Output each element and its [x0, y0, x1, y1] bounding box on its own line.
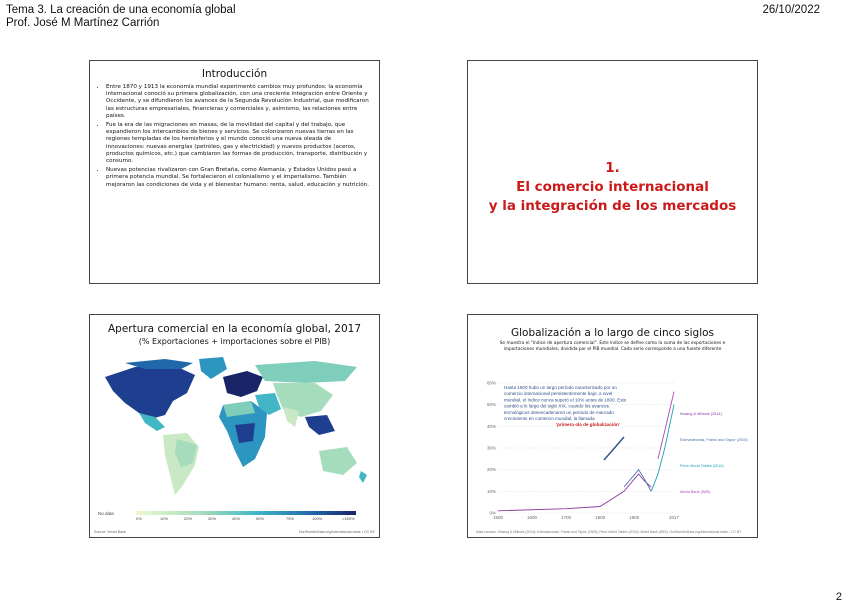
x-tick-label: 1800 — [595, 515, 606, 520]
chart-footer: Data sources: Klasing & Milionis (2014); Estevadeordal, Frantz and Taylor (2003); Penn World Tables (2016); World Bank (WDI); OurWorldInData.org/international-trade • CC BY — [476, 530, 742, 534]
series-legend-label: Estevadeordal, Frantz and Taylor (2003) — [680, 438, 748, 442]
legend-label: 30% — [208, 516, 217, 521]
bullet-item: • Nuevas potencias rivalizaron con Gran Bretaña, como Alemania, y Estados Unidos pasó a primera potencia mundial. Se fortalecieron el colonialismo y el imperialismo. También mejoraron las condiciones de vida y el bienestar humano: renta, salud, educación y nutrición. — [106, 167, 371, 189]
source-left: Source: World Bank — [94, 530, 126, 534]
annotation-line: crecimiento en comercio mundial, la llamada — [504, 416, 595, 421]
section-title — [468, 159, 757, 216]
bullet-item: • Entre 1870 y 1913 la economía mundial experimentó cambios muy profundos: la economía internacional conoció su primera globalización, con una creciente integración entre Oriente y Occidente, y se difundieron los avances de la Segunda Revolución Industrial, que modificaron las estructuras empresariales, financieras y comerciales y, asimismo, las relaciones entre países. — [106, 84, 371, 120]
legend-label: 100% — [312, 516, 323, 521]
slide-title: Globalización a lo largo de cinco siglos — [510, 327, 715, 339]
slide-title: Introducción — [201, 68, 268, 80]
series-legend-label: Klasing & Milionis (2014) — [680, 412, 722, 416]
globalization-chart — [476, 375, 752, 525]
bullet-list — [106, 84, 371, 189]
annotation-highlight: 'primera ola de globalización' — [556, 422, 620, 428]
map-legend — [98, 507, 374, 521]
annotation-line: Hasta 1800 hubo un largo período caracterizado por un — [504, 385, 617, 390]
map-region-asia — [273, 383, 333, 417]
y-tick-label: 60% — [486, 380, 496, 386]
professor-name: Prof. José M Martínez Carrión — [6, 17, 160, 29]
y-tick-label: 50% — [486, 402, 496, 408]
section-line-2: y la integración de los mercados — [488, 198, 737, 214]
section-number: 1. — [605, 160, 620, 176]
source-right: OurWorldInData.org/international-trade • CC BY — [298, 530, 375, 534]
legend-label: 75% — [286, 516, 295, 521]
series-legend-label: Penn World Tables (2016) — [680, 464, 724, 468]
map-region-australia — [319, 447, 357, 475]
slide-introduccion — [89, 60, 380, 284]
x-tick-label: 1600 — [527, 515, 538, 520]
world-map — [95, 355, 376, 505]
y-tick-label: 0% — [489, 510, 496, 516]
slide-subtitle: Se muestra el "índice de apertura comercial". Este índice se define como la suma de las exportaciones e importaciones mundiales, dividida por el PIB mundial. Cada serie corresponde a una fuente diferente — [499, 341, 726, 352]
bullet-item: • Fue la era de las migraciones en masas, de la movilidad del capital y del trabajo, que expandieron los intercambios de bienes y servicios. Se colonizaron nuevas tierras en las regiones templadas de los hemisferios y el mundo conoció una nueva oleada de innovaciones: nuevas energías (petróleo, gas y electricidad) y nuevos productos (aceros, productos químicos, etc.) que cambiaron las formas de producción, transporte, distribución y consumo. — [106, 122, 371, 165]
map-region-russia — [255, 361, 357, 383]
map-footer — [94, 530, 375, 534]
legend-label: 40% — [232, 516, 241, 521]
y-tick-label: 30% — [486, 445, 496, 451]
series-legend-label: World Bank (WDI) — [680, 490, 711, 494]
annotation-arrow — [604, 437, 624, 460]
legend-label: 20% — [184, 516, 193, 521]
series-line — [658, 392, 674, 459]
legend-label: >150% — [342, 516, 355, 521]
map-region-europe — [223, 371, 263, 397]
section-line-1: El comercio internacional — [516, 179, 709, 195]
annotation-line: comercio internacional persistentemente bajo; a nivel — [504, 391, 613, 397]
slide-globalizacion — [467, 314, 758, 538]
y-tick-label: 10% — [486, 488, 496, 494]
legend-label: 0% — [136, 516, 142, 521]
map-region-southeast-asia — [305, 415, 335, 435]
course-title: Tema 3. La creación de una economía global — [6, 4, 236, 16]
slide-apertura-comercial — [89, 314, 380, 538]
document-header — [6, 4, 236, 30]
x-tick-label: 1900 — [629, 515, 640, 520]
slide-section-title — [467, 60, 758, 284]
annotation-line: tecnológicos desencadenaron un período de marcado — [504, 409, 614, 415]
annotation-line: mundial, el índice nunca superó el 10% antes de 1800. Esto — [504, 397, 627, 403]
document-date: 26/10/2022 — [762, 4, 820, 16]
x-tick-label: 2017 — [668, 515, 680, 520]
slide-title: Apertura comercial en la economía global, 2017 — [107, 323, 362, 335]
map-region-greenland — [199, 357, 227, 379]
legend-label: 10% — [160, 516, 169, 521]
slide-subtitle: (% Exportaciones + importaciones sobre el PIB) — [138, 337, 331, 346]
series-line — [498, 474, 651, 511]
legend-label: No data — [98, 511, 114, 516]
annotation-line: cambió a lo largo del siglo XIX, cuando los avances — [504, 403, 609, 409]
page-number: 2 — [835, 591, 842, 603]
map-region-new-zealand — [359, 471, 367, 483]
y-tick-label: 20% — [486, 467, 496, 473]
map-region-north-america — [105, 365, 195, 419]
x-tick-label: 1500 — [492, 515, 504, 520]
y-tick-label: 40% — [486, 423, 496, 429]
legend-label: 50% — [256, 516, 265, 521]
series-line — [624, 470, 651, 492]
legend-swatch — [136, 511, 356, 515]
x-tick-label: 1700 — [561, 515, 572, 520]
